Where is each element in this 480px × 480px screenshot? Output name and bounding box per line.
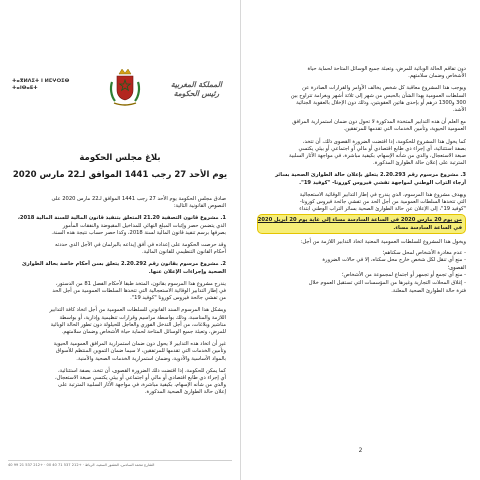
communique-date: يوم الأحد 27 رجب 1441 الموافق لـ22 مارس 2020 bbox=[12, 170, 228, 180]
tifinagh-header bbox=[12, 78, 69, 91]
body-line: من تفشي جائحة فيروس كورونا "كوفيد 19". bbox=[130, 295, 226, 302]
body-line: الذي يتضمن حصر وإثبات المبلغ النهائي للمداخيل المقبوضة والنفقات المأمور bbox=[62, 222, 226, 229]
body-line: الصحية وإجراءات الإعلان عنها. bbox=[148, 268, 226, 275]
body-line: بصرفها برسم تنفيذ قانون المالية لسنة 2018، وكذا حصر حساب نتيجة هذه السنة. bbox=[51, 229, 226, 236]
body-line: أي إجراء ذي طابع اقتصادي أو مالي أو اجتماعي أو بيئي يكتسي صبغة الاستعجال، bbox=[54, 375, 226, 382]
tifinagh-line: ⵜⴰⵏⴱⴰⴹⵜ bbox=[12, 84, 38, 91]
body-line: كما يخول هذا المشروع للحكومة، إذا اقتضت الضرورة القصوى ذلك، أن تتخذ، bbox=[302, 138, 466, 145]
highlight-line: من يوم 20 مارس 2020 في الساعة السادسة مساء إلى غاية يوم 20 أبريل 2020 bbox=[257, 217, 462, 224]
body-line: دون تفاقم الحالة الوبائية للمرض، وتعبئة جميع الوسائل المتاحة لحماية حياة bbox=[307, 66, 466, 72]
page-footer: الشارع محمد السادس، المشور السعيد، الرباط · +212 537 71 40 00 · +212 537 21 99 40 bbox=[8, 460, 232, 468]
body-line: السلطات العمومية بهذا الشأن بالحبس من شهر إلى ثلاثة أشهر وبغرامة تتراوح بين bbox=[290, 92, 466, 99]
body-line: ويشكل هذا المرسوم السند القانوني للسلطات العمومية من أجل اتخاذ كافة التدابير bbox=[49, 307, 226, 314]
left-body bbox=[16, 196, 226, 397]
body-line: أرجاء التراب الوطني لمواجهة تفشي فيروس كورونا- "كوفيد 19". bbox=[299, 179, 466, 186]
communique-page-2 bbox=[240, 0, 480, 480]
body-line: ويوجب هذا المشروع معاقبة كل شخص يخالف الأوامر والقرارات الصادرة عن bbox=[302, 85, 466, 92]
body-line: كما يمكن للحكومة، إذا اقتضت ذلك الضرورة القصوى، أن تتخذ، بصفة استثنائية، bbox=[58, 367, 226, 374]
body-line: يندرج مشروع هذا المرسوم بقانون، المتخذ طبقا لأحكام الفصل 81 من الدستور، bbox=[55, 280, 226, 287]
body-line: للمرض، وتعبئة جميع الوسائل المتاحة لحماية حياة الأشخاص وضمان سلامتهم. bbox=[61, 329, 226, 336]
royal-emblem-icon bbox=[108, 68, 142, 108]
body-line: وقد حرصت الحكومة على إعداده في أفق إيداعه بالبرلمان في الأجل الذي حددته bbox=[55, 242, 226, 249]
page-title: بلاغ مجلس الحكومة bbox=[79, 153, 161, 163]
body-line: إعلان حالة الطوارئ الصحية المذكورة. bbox=[144, 389, 226, 396]
body-line: بالمواد الأساسية والأدوية، وضمان استمرارية الخدمات الصحية والأمنية. bbox=[76, 355, 226, 362]
list-item: القصوى؛ bbox=[447, 264, 466, 271]
body-line: اللازمة والمناسبة، وذلك بواسطة مراسيم وقرارات تنظيمية وإدارية، أو بواسطة bbox=[59, 314, 226, 321]
list-item: - منع أي تنقل لكل شخص خارج محل سكناه، إلا في حالات الضرورة bbox=[322, 257, 466, 264]
body-line: في إطار التدابير الوقائية الاستعجالية التي تتخذها السلطات العمومية من أجل الحد bbox=[52, 288, 226, 295]
letterhead bbox=[12, 64, 230, 112]
body-line: 300 و1300 درهم أو بإحدى هاتين العقوبتين، وذلك دون الإخلال بالعقوبة الجنائية bbox=[296, 99, 466, 106]
list-item: - عدم مغادرة الأشخاص لمحل سكناهم؛ bbox=[382, 249, 466, 256]
body-line: التي تتخذها السلطات العمومية من أجل الحد من تفشي جائحة فيروس كورونا- bbox=[299, 199, 466, 206]
page-number: 2 bbox=[358, 447, 363, 454]
body-line: "كوفيد 19"، إلى الإعلان عن حالة الطوارئ الصحية بسائر التراب الوطني ابتداء bbox=[299, 206, 466, 213]
body-line: ويخول هذا المشروع للسلطات العمومية المعنية اتخاذ التدابير اللازمة من أجل: bbox=[300, 239, 466, 246]
body-line: المترتبة على إعلان حالة الطوارئ المذكورة. bbox=[373, 160, 466, 167]
body-line: النصوص القانونية التالية: bbox=[173, 203, 226, 210]
right-body bbox=[257, 66, 466, 295]
highlight-line: في الساعة السادسة مساء. bbox=[393, 225, 462, 232]
list-item: - منع أي تجمع أو تجمهر أو اجتماع لمجموعة من الأشخاص؛ bbox=[341, 272, 466, 279]
body-line: الأشد. bbox=[452, 107, 466, 114]
body-line: وتأمين الخدمات التي تقدمها للمرتفقين، لا سيما ضمان التموين المنتظم للأسواق bbox=[55, 348, 226, 355]
highlighted-dates bbox=[257, 214, 466, 234]
list-item: - إغلاق المحلات التجارية وغيرها من المؤسسات التي تستقبل العموم خلال bbox=[308, 280, 466, 287]
measures-list bbox=[257, 250, 466, 296]
body-line: صادق مجلس الحكومة يوم الأحد 27 رجب 1441 الموافق لـ22 مارس 2020 على bbox=[51, 196, 226, 202]
title-block bbox=[10, 152, 230, 181]
item-1-heading: 1. مشروع قانون التصفية 21.20 المتعلق بتنفيذ قانون المالية للسنة المالية 2018، bbox=[17, 215, 226, 222]
body-line: مناشير وبلاغات، من أجل التدخل الفوري والعاجل للحيلولة دون تطور الحالة الوبائية bbox=[50, 321, 226, 328]
kingdom-header bbox=[171, 80, 222, 98]
tifinagh-line: ⵜⴰⴳⵍⴷⵉⵜ ⵏ ⵍⵎⵖⵔⵉⴱ bbox=[12, 78, 70, 84]
item-3-heading: 3. مشروع مرسوم رقم 2.20.293 يتعلق بإعلان حالة الطوارئ الصحية بسائر bbox=[275, 172, 466, 179]
body-line: العمومية الحيوية، وتأمين الخدمات التي تقدمها للمرتفقين. bbox=[343, 126, 466, 133]
body-line: غير أن اتخاذ هذه التدابير لا يحول دون ضمان استمرارية المرافق العمومية الحيوية bbox=[53, 341, 226, 348]
body-line: بصفة استثنائية، أي إجراء ذي طابع اقتصادي أو مالي أو اجتماعي أو بيئي يكتسي bbox=[298, 145, 466, 152]
office-name: رئيس الحكومة bbox=[173, 89, 220, 98]
body-line: أحكام القانون التنظيمي للقانون المالية. bbox=[142, 249, 226, 256]
body-line: الأشخاص وضمان سلامتهم. bbox=[408, 73, 466, 80]
body-line: صبغة الاستعجال، والذي من شأنه الإسهام، بكيفية مباشرة، في مواجهة الآثار السلبية bbox=[288, 153, 466, 160]
body-line: والذي من شأنه الإسهام، بكيفية مباشرة، في مواجهة الآثار السلبية المترتبة على bbox=[58, 382, 226, 389]
item-2-heading: 2. مشروع مرسوم بقانون رقم 2.20.292 يتعلق بسن أحكام خاصة بحالة الطوارئ bbox=[22, 261, 226, 268]
kingdom-name: المملكة المغربية bbox=[170, 80, 222, 89]
body-line: ويهدف مشروع هذا المرسوم، الذي يندرج في إطار التدابير الوقائية الاستعجالية bbox=[299, 191, 466, 198]
body-line: مع العلم أن هذه التدابير المتخذة المذكورة لا تحول دون ضمان استمرارية المرافق bbox=[292, 119, 466, 126]
list-item: فترة حالة الطوارئ الصحية المعلنة. bbox=[391, 287, 466, 294]
